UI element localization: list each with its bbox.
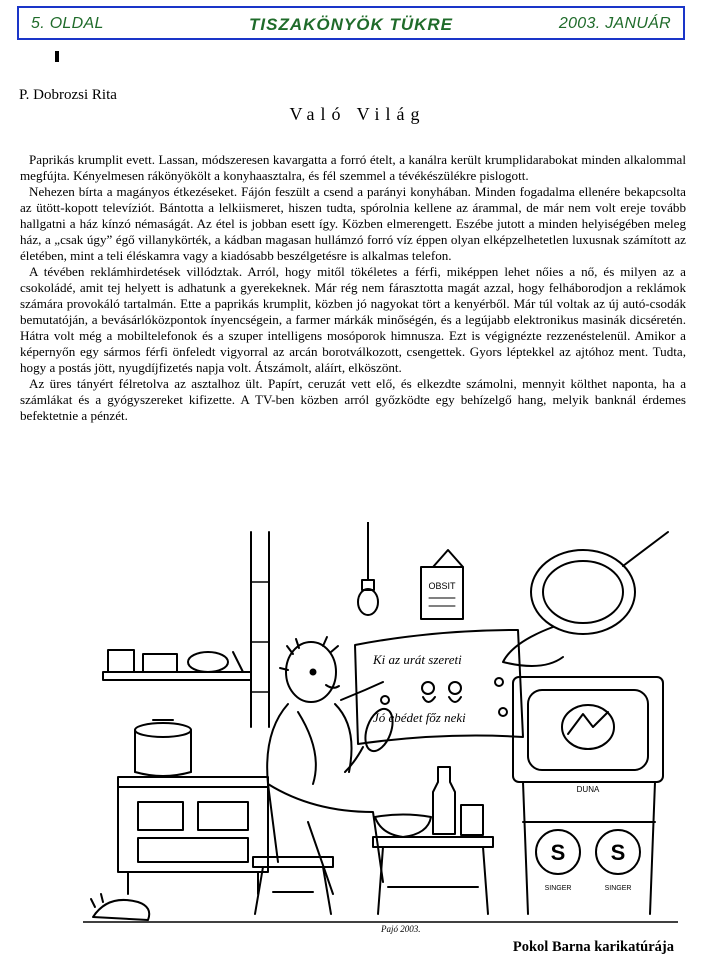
article-title: Való Világ <box>289 104 426 124</box>
paragraph: Paprikás krumplit evett. Lassan, módszeresen kavargatta a forró ételt, a kanálra került krumplidarabokat minden alkalommal megfújta. Kényelmesen rákönyökölt a konyhaasztalra, és fél szemmel a tévékészülékre pislogott. <box>20 152 686 183</box>
artist-signature: Pajó 2003. <box>381 924 421 934</box>
paragraph: Nehezen bírta a magányos étkezéseket. Fájón feszült a csend a parányi konyhában. Minden fogadalma ellenére bekapcsolta az ütött-kopott televíziót. Bántotta a lelkiismeret, hiszen tudta, spórolnia kellene az árammal, de már nem volt ereje tovább hallgatni a ház kínzó némaságát. Az étel is jobban esett így. Közben elmerengett. Eszébe jutott a minden helyiségében meleg ház, a „csak úgy” égő villanykörték, a kádban magasan hullámzó forró víz éppen olyan elképzelhetetlen luxusnak számított az életében, mint a teli éléskamra vagy a kiadósabb beszélgetésre is alkalmas telefon. <box>20 184 686 263</box>
column-marker <box>55 51 59 62</box>
kitchen-shelf <box>103 650 251 680</box>
tv-brand: DUNA <box>576 785 600 794</box>
wall-cloth <box>355 630 523 744</box>
wall-cloth-line1: Ki az urát szereti <box>373 652 462 667</box>
stove-chimney <box>251 532 269 727</box>
kitchen-table <box>373 767 493 914</box>
page-number: 5. OLDAL <box>31 15 104 32</box>
frying-pan <box>503 532 668 666</box>
television <box>513 677 663 794</box>
page-header <box>17 6 685 40</box>
article-body <box>20 152 686 424</box>
publication-title: TISZAKÖNYÖK TÜKRE <box>249 15 453 34</box>
cartoon-caption: Pokol Barna karikatúrája <box>512 939 674 955</box>
paragraph: A tévében reklámhirdetések villództak. Arról, hogy mitől tökéletes a férfi, miképpen lehet nőies a nő, és milyen az a csokoládé, amit tej helyett is adhatunk a gyerekeknek. Már rég nem fárasztotta magát azzal, hogy felháborodjon a reklámok számára provokáló tartalmán. Ette a paprikás krumplit, közben jó nagyokat tört a kenyérből. Már túl voltak az új autó-csodák bemutatóján, a bevásárlóközpontok ínyencségein, a farmer márkák minőségén, és a legújabb elektronikus masinák dicséretén. Hátra volt még a mobiltelefonok és a szuper intelligens mosóporok himnusza. Ezt is végignézte rezzenéstelenül. Amikor a képernyőn egy sármos férfi önfeledt vigyorral az arcán borotválkozott, csengettek. Gyors léptekkel az ajtóhoz ment. Tudta, hogy a postás jött, nyugdíjfizetés napja volt. Átszámolt, aláírt, elköszönt. <box>20 264 686 375</box>
wall-cloth-line2: Jó ebédet főz neki <box>373 710 466 725</box>
old-man <box>267 637 398 894</box>
tv-stand <box>523 782 655 914</box>
bag-letter-right: S <box>610 840 626 865</box>
issue-date: 2003. JANUÁR <box>558 15 671 32</box>
wall-frame <box>421 550 463 619</box>
sleeping-cat <box>91 894 149 920</box>
paragraph: Az üres tányért félretolva az asztalhoz ült. Papírt, ceruzát vett elő, és elkezdte számolni, mennyit költhet naponta, ha a számlákat és a gyógyszereket kifizette. A TV-ben közben arról győzködte egy behízelgő hang, melyik banknál érdemes befektetnie a pénzét. <box>20 376 686 423</box>
kitchen-stove <box>118 777 268 894</box>
stool <box>253 857 333 914</box>
bag-word-left: SINGER <box>544 885 572 892</box>
bag-word-right: SINGER <box>604 885 632 892</box>
bag-letter-left: S <box>550 840 566 865</box>
article-author: P. Dobrozsi Rita <box>19 87 117 103</box>
cartoon-illustration <box>83 522 678 934</box>
wall-frame-text: OBSIT <box>428 581 456 591</box>
light-bulb <box>358 522 378 615</box>
cooking-pot <box>135 720 191 776</box>
